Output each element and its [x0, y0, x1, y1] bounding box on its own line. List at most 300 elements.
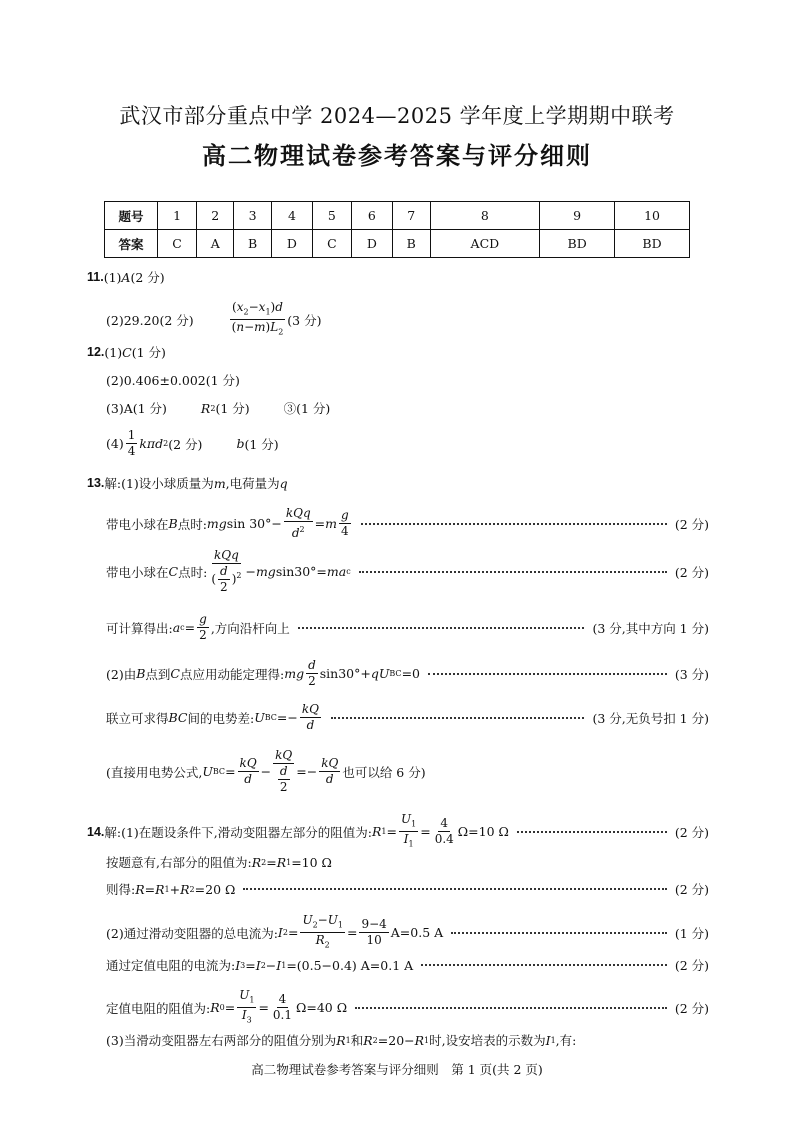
- fraction-denominator: [240, 1008, 254, 1027]
- solution-line: [106, 853, 332, 871]
- fraction: [300, 702, 321, 733]
- text-run: 10: [366, 933, 382, 948]
- fraction: [278, 764, 290, 795]
- fraction-denominator: [402, 832, 416, 851]
- subscript: 1: [249, 995, 255, 1005]
- math-variable: R: [315, 933, 325, 948]
- math-variable: I: [276, 957, 282, 973]
- text-run: 4: [278, 992, 287, 1007]
- text-run: =: [386, 824, 397, 840]
- fraction: [359, 917, 388, 948]
- math-variable: C: [122, 344, 132, 360]
- text-run: 间的电势差:: [187, 710, 255, 726]
- fraction-numerator: [306, 658, 318, 674]
- text-run: −: [317, 913, 328, 927]
- score-label: (2 分): [674, 1000, 709, 1016]
- fraction-numerator: [212, 548, 241, 564]
- question-number-cell: 7: [392, 202, 430, 230]
- math-variable: R: [276, 854, 287, 870]
- superscript: 2: [299, 525, 305, 534]
- text-run: 按题意有,右部分的阻值为:: [106, 855, 252, 870]
- answer-cell: C: [158, 230, 197, 258]
- text-run: =: [224, 1000, 236, 1016]
- math-variable: q: [279, 475, 288, 491]
- text-run: 1: [127, 428, 136, 442]
- question-number-cell: 5: [312, 202, 351, 230]
- text-run: 也可以给 6 分): [342, 764, 426, 780]
- text-run: 解:(1)在题设条件下,滑动变阻器左部分的阻值为:: [104, 824, 372, 840]
- text-run: −: [244, 320, 255, 335]
- text-run: 0.1: [272, 1008, 293, 1023]
- text-run: =(0.5−0.4) A=0.1 A: [286, 957, 414, 973]
- text-run: (: [231, 320, 237, 335]
- math-variable: U: [254, 710, 265, 725]
- math-variable: R: [414, 1032, 425, 1048]
- text-run: 9−4: [361, 917, 387, 932]
- subscript: c: [346, 567, 351, 576]
- text-run: (1): [104, 344, 123, 360]
- question-number-cell: 10: [615, 202, 690, 230]
- math-variable: R: [372, 824, 382, 840]
- text-run: 带电小球在: [106, 516, 169, 532]
- score-label: (3 分,无负号扣 1 分): [592, 710, 709, 726]
- math-variable: U: [302, 913, 313, 927]
- text-run: 带电小球在: [106, 564, 169, 580]
- subscript: 1: [381, 827, 387, 837]
- math-variable: U: [239, 988, 250, 1002]
- fraction: [218, 564, 230, 595]
- math-variable: U: [401, 812, 412, 826]
- fraction-denominator: [290, 522, 307, 541]
- math-variable: b: [236, 436, 245, 451]
- question-number-row: [105, 202, 690, 230]
- math-variable: mg: [255, 564, 276, 579]
- math-variable: R: [251, 854, 262, 870]
- text-run: 2: [199, 628, 207, 642]
- question-number: 13.: [87, 476, 105, 490]
- answer-table: [104, 201, 690, 258]
- question-number-cell: 1: [158, 202, 197, 230]
- math-variable: kπd: [139, 436, 164, 451]
- text-run: =: [225, 764, 236, 779]
- text-run: =: [314, 516, 326, 531]
- text-run: −: [265, 957, 277, 973]
- solution-line: [106, 371, 240, 389]
- math-variable: g: [341, 508, 349, 522]
- text-run: =20 Ω: [194, 881, 236, 897]
- text-run: 解:(1)设小球质量为: [104, 476, 214, 491]
- fraction-numerator: [284, 506, 313, 522]
- subscript: 2: [243, 307, 249, 317]
- subscript: BC: [212, 767, 226, 776]
- row-label: 题号: [105, 202, 158, 230]
- fraction-numerator: [218, 564, 230, 580]
- fraction: [399, 812, 418, 852]
- math-variable: d: [279, 764, 288, 778]
- math-variable: kQ: [301, 702, 319, 716]
- math-variable: I: [545, 1032, 551, 1048]
- math-variable: R: [363, 1032, 373, 1048]
- text-run: Ω=10 Ω: [457, 824, 509, 840]
- superscript: 2: [163, 439, 169, 448]
- text-run: 4: [440, 816, 449, 831]
- text-run: sin 30°−: [226, 516, 282, 531]
- text-run: 4: [341, 524, 349, 538]
- answer-cell: B: [234, 230, 272, 258]
- fraction-denominator: [230, 320, 286, 339]
- math-variable: U: [327, 913, 338, 927]
- row-label: 答案: [105, 230, 158, 258]
- text-run: =10 Ω: [291, 854, 332, 870]
- subscript: 1: [265, 307, 271, 317]
- text-run: =: [287, 925, 299, 941]
- text-run: ): [265, 320, 271, 335]
- score-label: (2 分): [674, 882, 709, 897]
- text-run: 2: [220, 580, 228, 594]
- solution-line: [87, 268, 165, 286]
- subscript: 2: [278, 327, 284, 337]
- solution-line: [87, 474, 288, 492]
- fraction-numerator: [300, 702, 321, 718]
- question-number-cell: 3: [234, 202, 272, 230]
- math-variable: kQ: [239, 756, 257, 770]
- answer-cell: A: [197, 230, 234, 258]
- text-run: (3)当滑动变阻器左右两部分的阻值分别为: [106, 1033, 337, 1048]
- fraction-denominator: [218, 580, 230, 595]
- text-run: −: [260, 764, 272, 779]
- dot-leader: [355, 1007, 667, 1009]
- fraction-numerator: [438, 816, 450, 832]
- math-variable: I: [235, 957, 241, 973]
- dot-leader: [451, 932, 667, 934]
- subscript: BC: [389, 669, 402, 678]
- fraction-denominator: [209, 564, 243, 595]
- text-run: =20−: [377, 1032, 415, 1048]
- solution-line: [106, 1031, 576, 1049]
- subscript: 1: [411, 819, 417, 829]
- subscript: 2: [210, 403, 216, 413]
- text-run: =: [266, 854, 277, 870]
- math-variable: d: [306, 718, 315, 732]
- math-variable: C: [170, 666, 180, 681]
- subscript: 2: [324, 940, 330, 950]
- answer-row: [105, 230, 690, 258]
- subscript: 3: [246, 1015, 252, 1025]
- text-run: ,方向沿杆向上: [210, 620, 290, 636]
- math-variable: ma: [326, 564, 347, 579]
- answer-cell: D: [272, 230, 313, 258]
- score-label: (3 分,其中方向 1 分): [592, 620, 709, 636]
- fraction: [271, 992, 294, 1023]
- fraction: [230, 300, 286, 340]
- text-run: (: [211, 572, 216, 586]
- fraction-denominator: [364, 933, 383, 948]
- math-variable: x: [236, 300, 244, 314]
- fraction-numerator: [273, 748, 294, 764]
- dot-leader: [428, 673, 667, 675]
- text-run: (1 分): [215, 401, 250, 416]
- solution-line: [106, 702, 709, 733]
- math-variable: d: [220, 564, 228, 578]
- fraction-numerator: [359, 917, 388, 933]
- math-variable: n: [236, 320, 245, 335]
- solution-line: [87, 812, 709, 852]
- dot-leader: [361, 523, 667, 525]
- score-label: (3 分): [674, 666, 709, 682]
- answer-cell: BD: [540, 230, 615, 258]
- math-variable: d: [275, 300, 283, 314]
- fraction-numerator: [399, 812, 418, 832]
- answer-cell: BD: [615, 230, 690, 258]
- text-run: 2: [308, 674, 316, 688]
- math-variable: d: [291, 526, 300, 540]
- text-run: 定值电阻的阻值为:: [106, 1000, 211, 1016]
- solution-line: [106, 880, 709, 898]
- solution-line: [106, 399, 330, 417]
- dot-leader: [359, 571, 667, 573]
- fraction-denominator: [314, 933, 332, 952]
- solution-line: [106, 658, 709, 689]
- subscript: 1: [281, 960, 287, 970]
- solution-line: [106, 913, 709, 953]
- math-variable: L: [270, 320, 279, 335]
- text-run: ,电荷量为: [225, 476, 280, 491]
- fraction-numerator: [278, 764, 290, 780]
- subscript: 1: [337, 920, 343, 930]
- math-variable: qU: [370, 666, 390, 681]
- math-variable: kQq: [285, 506, 311, 520]
- dot-leader: [421, 964, 667, 966]
- math-variable: mg: [206, 516, 227, 531]
- solution-line: [106, 300, 321, 340]
- solution-line: [106, 956, 709, 974]
- math-variable: kQq: [213, 548, 239, 562]
- text-run: (3)A(1 分): [106, 401, 167, 416]
- score-label: (2 分): [674, 564, 709, 580]
- fraction: [237, 988, 256, 1028]
- fraction: [284, 506, 313, 541]
- text-run: +: [169, 881, 181, 897]
- subscript: BC: [264, 713, 277, 722]
- fraction: [339, 508, 351, 539]
- math-variable: C: [168, 564, 179, 579]
- fraction-denominator: [278, 780, 290, 795]
- solution-line: [106, 548, 709, 595]
- text-run: =: [420, 824, 431, 840]
- math-variable: d: [325, 772, 334, 786]
- fraction-numerator: [238, 756, 259, 772]
- solution-line: [106, 612, 709, 643]
- fraction-numerator: [300, 913, 345, 933]
- score-label: (2 分): [674, 824, 709, 840]
- text-run: (3 分): [287, 312, 322, 328]
- fraction-numerator: [339, 508, 351, 524]
- text-run: 4: [127, 444, 136, 458]
- subscript: 2: [312, 920, 318, 930]
- page-footer: 高二物理试卷参考答案与评分细则 第 1 页(共 2 页): [251, 1062, 543, 1077]
- math-variable: d: [244, 772, 252, 786]
- fraction: [209, 548, 243, 595]
- subscript: 1: [408, 839, 414, 849]
- fraction-denominator: [271, 1008, 294, 1023]
- math-variable: m: [254, 320, 266, 335]
- text-run: =: [144, 881, 156, 897]
- subscript: c: [180, 623, 185, 632]
- text-run: (1 分): [244, 436, 279, 452]
- text-run: (4): [106, 436, 124, 451]
- math-variable: R: [155, 881, 165, 897]
- math-variable: B: [136, 666, 146, 681]
- math-variable: I: [277, 925, 283, 941]
- math-variable: mg: [284, 666, 305, 681]
- dot-leader: [517, 831, 667, 833]
- question-number-cell: 6: [351, 202, 392, 230]
- text-run: sin30°+: [319, 666, 371, 681]
- fraction-numerator: [237, 988, 256, 1008]
- fraction: [319, 756, 340, 787]
- math-variable: I: [403, 832, 409, 847]
- math-variable: A: [121, 269, 131, 285]
- text-run: Ω=40 Ω: [296, 1000, 348, 1016]
- answer-cell: ACD: [430, 230, 540, 258]
- dot-leader: [298, 627, 585, 629]
- superscript: 2: [236, 571, 242, 580]
- subscript: 2: [189, 884, 195, 894]
- fraction: [197, 612, 209, 643]
- subscript: 2: [261, 857, 267, 867]
- math-variable: R: [200, 400, 211, 416]
- math-variable: R: [180, 881, 190, 897]
- math-variable: R: [336, 1032, 346, 1048]
- math-variable: a: [172, 620, 181, 635]
- fraction-denominator: [433, 832, 456, 847]
- answer-cell: B: [392, 230, 430, 258]
- fraction-numerator: [277, 992, 289, 1008]
- fraction-denominator: [126, 444, 138, 459]
- subscript: 1: [345, 1035, 351, 1045]
- math-variable: B: [168, 516, 178, 531]
- fraction-denominator: [274, 764, 294, 795]
- text-run: =: [245, 957, 256, 973]
- text-run: (1 分): [131, 345, 166, 360]
- text-run: 时,设安培表的示数为: [429, 1033, 546, 1048]
- fraction: [433, 816, 456, 847]
- solution-line: [106, 748, 426, 795]
- question-number: 14.: [87, 824, 105, 839]
- text-run: (2 分): [130, 270, 165, 285]
- solution-line: [87, 343, 166, 361]
- answer-cell: D: [351, 230, 392, 258]
- math-variable: x: [258, 300, 266, 314]
- subscript: 1: [164, 884, 170, 894]
- math-variable: BC: [168, 710, 188, 725]
- text-run: 0.4: [434, 832, 454, 847]
- solution-line: [106, 988, 709, 1028]
- text-run: (1): [103, 269, 122, 285]
- text-run: (2)29.20(2 分): [106, 312, 194, 328]
- fraction-numerator: [126, 428, 138, 444]
- fraction-denominator: [306, 674, 318, 689]
- fraction: [306, 658, 318, 689]
- solution-line: [106, 428, 279, 459]
- subscript: 3: [240, 960, 246, 970]
- fraction-denominator: [339, 524, 351, 539]
- text-run: 则得:: [106, 882, 136, 897]
- question-number-cell: 2: [197, 202, 234, 230]
- subscript: 1: [424, 1035, 430, 1045]
- text-run: (2)由: [106, 666, 137, 682]
- question-number: 11.: [87, 270, 104, 284]
- exam-title: 武汉市部分重点中学 2024—2025 学年度上学期期中联考: [119, 104, 675, 128]
- text-run: (2 分): [168, 436, 203, 452]
- text-run: 点应用动能定理得:: [180, 666, 285, 682]
- answer-cell: C: [312, 230, 351, 258]
- text-run: =−: [276, 710, 298, 725]
- score-label: (2 分): [674, 516, 709, 532]
- question-number: 12.: [87, 345, 105, 359]
- text-run: 2: [279, 780, 288, 794]
- text-run: −: [245, 564, 256, 579]
- text-run: 点时:: [178, 564, 208, 580]
- math-variable: m: [325, 516, 337, 531]
- dot-leader: [243, 888, 666, 890]
- fraction: [273, 748, 294, 795]
- math-variable: d: [308, 658, 316, 672]
- fraction: [300, 913, 345, 953]
- text-run: =: [258, 1000, 269, 1016]
- text-run: (直接用电势公式,: [106, 764, 203, 780]
- text-run: 可计算得出:: [106, 620, 173, 636]
- text-run: 联立可求得: [106, 710, 169, 726]
- document-subtitle: 高二物理试卷参考答案与评分细则: [202, 142, 592, 170]
- text-run: (2)通过滑动变阻器的总电流为:: [106, 925, 278, 941]
- text-run: A=0.5 A: [390, 925, 444, 941]
- text-run: ③(1 分): [283, 401, 331, 416]
- fraction-denominator: [242, 772, 254, 787]
- text-run: −: [248, 300, 259, 314]
- text-run: =−: [296, 764, 318, 779]
- math-variable: U: [202, 764, 213, 779]
- question-number-cell: 8: [430, 202, 540, 230]
- text-run: 通过定值电阻的电流为:: [106, 958, 236, 973]
- fraction: [238, 756, 259, 787]
- math-variable: R: [135, 881, 145, 897]
- text-run: (2)0.406±0.002(1 分): [106, 373, 240, 388]
- fraction-denominator: [324, 772, 336, 787]
- subscript: 2: [372, 1035, 378, 1045]
- fraction-numerator: [319, 756, 340, 772]
- dot-leader: [331, 717, 584, 719]
- text-run: ): [231, 572, 237, 586]
- fraction-numerator: [197, 612, 209, 628]
- text-run: 点到: [145, 666, 171, 682]
- text-run: ,有:: [555, 1033, 577, 1048]
- score-label: (1 分): [674, 925, 709, 941]
- subscript: 2: [282, 928, 288, 938]
- text-run: ): [270, 300, 276, 314]
- subscript: 2: [260, 960, 266, 970]
- subscript: 0: [219, 1003, 225, 1013]
- text-run: =0: [401, 666, 420, 681]
- fraction-denominator: [305, 718, 317, 733]
- text-run: (: [232, 300, 237, 314]
- score-label: (2 分): [674, 958, 709, 973]
- math-variable: m: [213, 475, 226, 491]
- text-run: =: [184, 620, 196, 635]
- math-variable: g: [199, 612, 207, 626]
- math-variable: I: [241, 1008, 247, 1023]
- math-variable: I: [255, 957, 261, 973]
